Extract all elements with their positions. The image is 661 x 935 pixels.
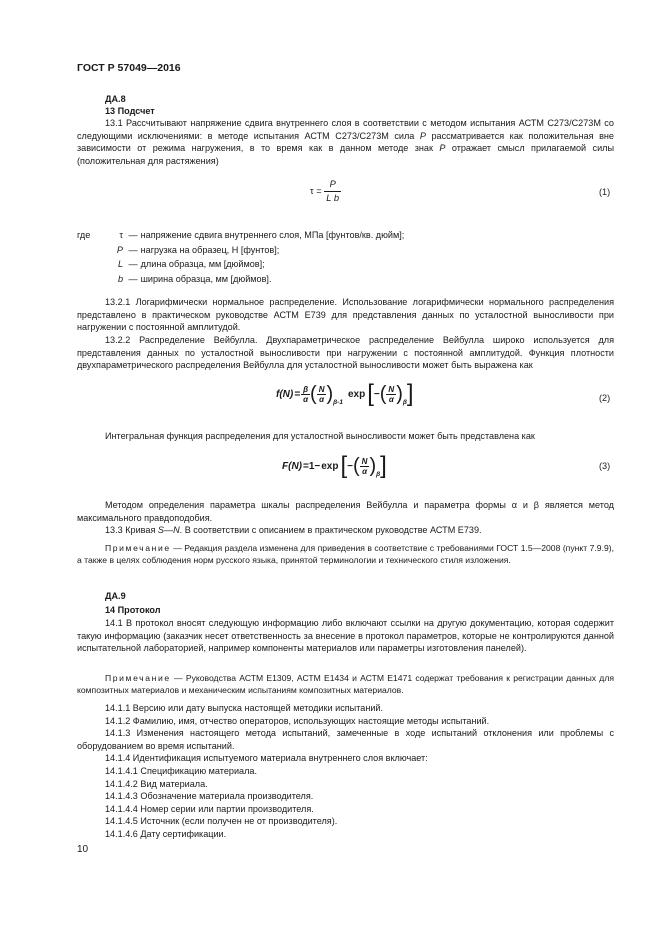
list-item: 14.1.2 Фамилию, имя, отчество операторов, использующих настоящие методы испытаний. [105,715,490,726]
paragraph-13-2-1: 13.2.1 Логарифмически нормальное распределение. Использование логарифмически нормального распределения представлено в практическом руководстве АСТМ Е739 для представления данных по усталостной выносливости при нагружении с постоянной амплитудой. [77,297,614,333]
definition-b: b — ширина образца, мм [дюймов]. [117,273,272,284]
section-da9-title: ДА.9 [105,591,126,601]
definitions-list [111,229,551,287]
note-14: Примечание — Руководства АСТМ Е1309, АСТМ Е1434 и АСТМ Е1471 содержат требования к регистрации данных для композитных материалов и механическим испытаниям композитных материалов. [77,673,614,696]
paragraph-14-1: 14.1 В протокол вносят следующую информацию либо включают ссылки на другую документацию, которая содержит такую информацию (заказчик несет ответственность за внесение в протокол параметров, которые не контролируются данной испытательной лабораторией, например компоненты материалов или параметры изготовления панелей). [77,618,614,654]
list-item: 14.1.4.1 Спецификацию материала. [105,765,257,776]
section-da8-title: ДА.8 [105,94,126,104]
formula-2: f(N) = $\frac{\beta}{\alpha}$ ( $\frac{N}{\alpha}$ ) β-1 exp [ − ( $\frac{N}{\alpha}$ ) β ] [276,380,414,407]
document-id: ГОСТ Р 57049—2016 [77,62,181,74]
definition-l: L — длина образца, мм [дюймов]; [117,259,265,270]
paragraph-integral: Интегральная функция распределения для усталостной выносливости может быть представлена как [105,431,535,441]
list-item: 14.1.4.5 Источник (если получен не от производителя). [105,816,338,827]
paragraph-13-3: 13.3 Кривая S—N. В соответствии с описанием в практическом руководстве АСТМ Е739. [105,525,482,535]
list-item: 14.1.4.3 Обозначение материала производителя. [105,791,314,802]
section-13-title: 13 Подсчет [105,106,155,116]
page-number: 10 [77,844,89,855]
definition-tau: τ — напряжение сдвига внутреннего слоя, МПа [фунтов/кв. дюйм]; [119,230,405,240]
formula-2-number: (2) [599,393,611,403]
formula-3: F(N) =1− exp [ − ( $\frac{N}{\alpha}$ ) β ] [282,452,387,479]
where-label: где [77,230,91,240]
paragraph-method: Методом определения параметра шкалы распределения Вейбулла и параметра формы α и β является метод максимального правдоподобия. [77,500,614,523]
list-item: 14.1.4.6 Дату сертификации. [105,828,227,839]
note-13: Примечание — Редакция раздела изменена для приведения в соответствие с требованиями ГОСТ 1.5—2008 (пункт 7.9.9), а также в целях соблюдения норм русского языка, принятой терминологии и технического стиля изложения. [77,543,614,566]
list-item: 14.1.3 Изменения настоящего метода испытаний, замеченные в ходе испытаний отклонения или проблемы с оборудованием во время испытаний. [77,728,614,751]
list-item: 14.1.4.4 Номер серии или партии производителя. [105,803,314,814]
list-item: 14.1.4.2 Вид материала. [105,778,208,789]
formula-3-number: (3) [599,461,611,471]
paragraph-13-1: 13.1 Рассчитывают напряжение сдвига внутреннего слоя в соответствии с методом испытания АСТМ С273/С273М со следующими исключениями: в методе испытания АСТМ С273/С273М сила P рассматривается как положительная вне зависимости от режима нагружения, в то время как в данном методе знак P отражает смысл прилагаемой силы (положительная для растяжения) [77,118,614,166]
definition-p: P — нагрузка на образец, Н [фунтов]; [116,244,280,255]
list-item: 14.1.4 Идентификация испытуемого материала внутреннего слоя включает: [105,753,428,764]
protocol-items [77,702,614,841]
list-item: 14.1.1 Версию или дату выпуска настоящей методики испытаний. [105,703,384,713]
paragraph-13-2-2: 13.2.2 Распределение Вейбулла. Двухпараметрическое распределение Вейбулла широко используется для представления данных по усталостной выносливости при нагружении с постоянной амплитудой. Функция плотности двухпараметрического распределения Вейбулла для усталостной выносливости может быть выражена как [77,335,614,371]
section-14-title: 14 Протокол [105,605,161,615]
formula-1-number: (1) [599,187,611,197]
formula-1: τ = $\frac{P}{\text{L b}}$ [310,179,340,203]
